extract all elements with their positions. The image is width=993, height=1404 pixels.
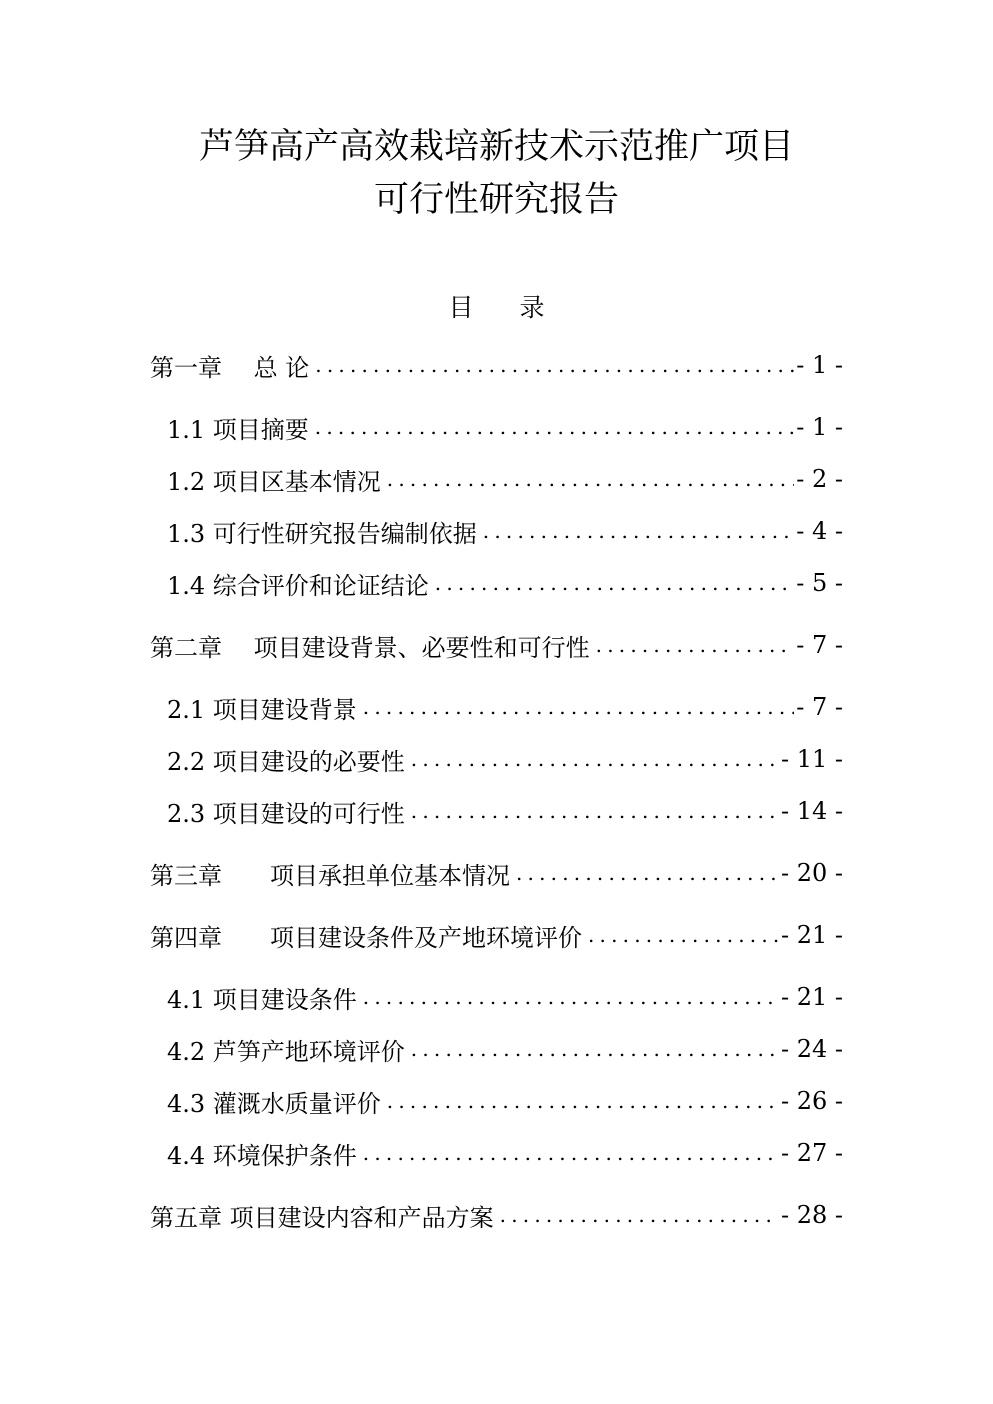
toc-entry-label: 1.1 项目摘要: [167, 415, 309, 444]
toc-heading: 目录: [448, 293, 591, 322]
toc-entry-label: 2.1 项目建设背景: [167, 695, 357, 724]
toc-page-number: - 2 -: [796, 465, 843, 493]
toc-leader-dots: [405, 1037, 779, 1061]
toc-entry-label: 1.2 项目区基本情况: [167, 467, 381, 496]
toc-section-entry[interactable]: [167, 464, 843, 494]
toc-leader-dots: [494, 1203, 779, 1227]
document-title-line-2: 可行性研究报告: [373, 180, 619, 220]
toc-section-entry[interactable]: [167, 692, 843, 722]
toc-page-number: - 7 -: [796, 631, 843, 659]
toc-entry-label: 第二章 项目建设背景、必要性和可行性: [150, 633, 590, 662]
toc-page-number: - 20 -: [780, 859, 843, 887]
toc-section-entry[interactable]: [167, 568, 843, 598]
toc-leader-dots: [357, 985, 779, 1009]
toc-page-number: - 26 -: [780, 1087, 843, 1115]
toc-leader-dots: [309, 415, 794, 439]
toc-chapter-entry[interactable]: [150, 1200, 843, 1230]
toc-page-number: - 4 -: [796, 517, 843, 545]
toc-page-number: - 1 -: [796, 351, 843, 379]
toc-page-number: - 14 -: [780, 797, 843, 825]
toc-leader-dots: [405, 799, 779, 823]
toc-section-entry[interactable]: [167, 516, 843, 546]
toc-section-entry[interactable]: [167, 1086, 843, 1116]
toc-section-entry[interactable]: [167, 982, 843, 1012]
toc-leader-dots: [582, 923, 779, 947]
toc-leader-dots: [510, 861, 779, 885]
toc-chapter-entry[interactable]: [150, 858, 843, 888]
toc-page-number: - 21 -: [780, 983, 843, 1011]
toc-section-entry[interactable]: [167, 744, 843, 774]
toc-leader-dots: [381, 1089, 779, 1113]
toc-chapter-entry[interactable]: [150, 630, 843, 660]
toc-leader-dots: [381, 467, 794, 491]
toc-entry-label: 第四章 项目建设条件及产地环境评价: [150, 923, 582, 952]
toc-entry-label: 4.3 灌溉水质量评价: [167, 1089, 381, 1118]
toc-page-number: - 21 -: [780, 921, 843, 949]
toc-leader-dots: [590, 633, 795, 657]
toc-leader-dots: [357, 695, 794, 719]
toc-entry-label: 4.2 芦笋产地环境评价: [167, 1037, 405, 1066]
toc-entry-label: 第三章 项目承担单位基本情况: [150, 861, 510, 890]
toc-page-number: - 11 -: [780, 745, 843, 773]
toc-leader-dots: [357, 1141, 779, 1165]
toc-leader-dots: [405, 747, 779, 771]
document-title-line-1: 芦笋高产高效栽培新技术示范推广项目: [198, 127, 794, 167]
toc-entry-label: 1.3 可行性研究报告编制依据: [167, 519, 477, 548]
toc-page-number: - 27 -: [780, 1139, 843, 1167]
toc-section-entry[interactable]: [167, 1034, 843, 1064]
toc-section-entry[interactable]: [167, 412, 843, 442]
toc-entry-label: 2.2 项目建设的必要性: [167, 747, 405, 776]
toc-entry-label: 1.4 综合评价和论证结论: [167, 571, 429, 600]
toc-entry-label: 第五章 项目建设内容和产品方案: [150, 1203, 494, 1232]
toc-leader-dots: [309, 353, 794, 377]
toc-page-number: - 5 -: [796, 569, 843, 597]
toc-page-number: - 28 -: [780, 1201, 843, 1229]
toc-section-entry[interactable]: [167, 1138, 843, 1168]
toc-chapter-entry[interactable]: [150, 350, 843, 380]
toc-entry-label: 第一章 总 论: [150, 353, 310, 382]
toc-leader-dots: [477, 519, 794, 543]
toc-page-number: - 1 -: [796, 413, 843, 441]
toc-chapter-entry[interactable]: [150, 920, 843, 950]
toc-page-number: - 7 -: [796, 693, 843, 721]
toc-section-entry[interactable]: [167, 796, 843, 826]
toc-entry-label: 2.3 项目建设的可行性: [167, 799, 405, 828]
toc-entry-label: 4.1 项目建设条件: [167, 985, 357, 1014]
toc-leader-dots: [429, 571, 794, 595]
toc-page-number: - 24 -: [780, 1035, 843, 1063]
toc-entry-label: 4.4 环境保护条件: [167, 1141, 357, 1170]
